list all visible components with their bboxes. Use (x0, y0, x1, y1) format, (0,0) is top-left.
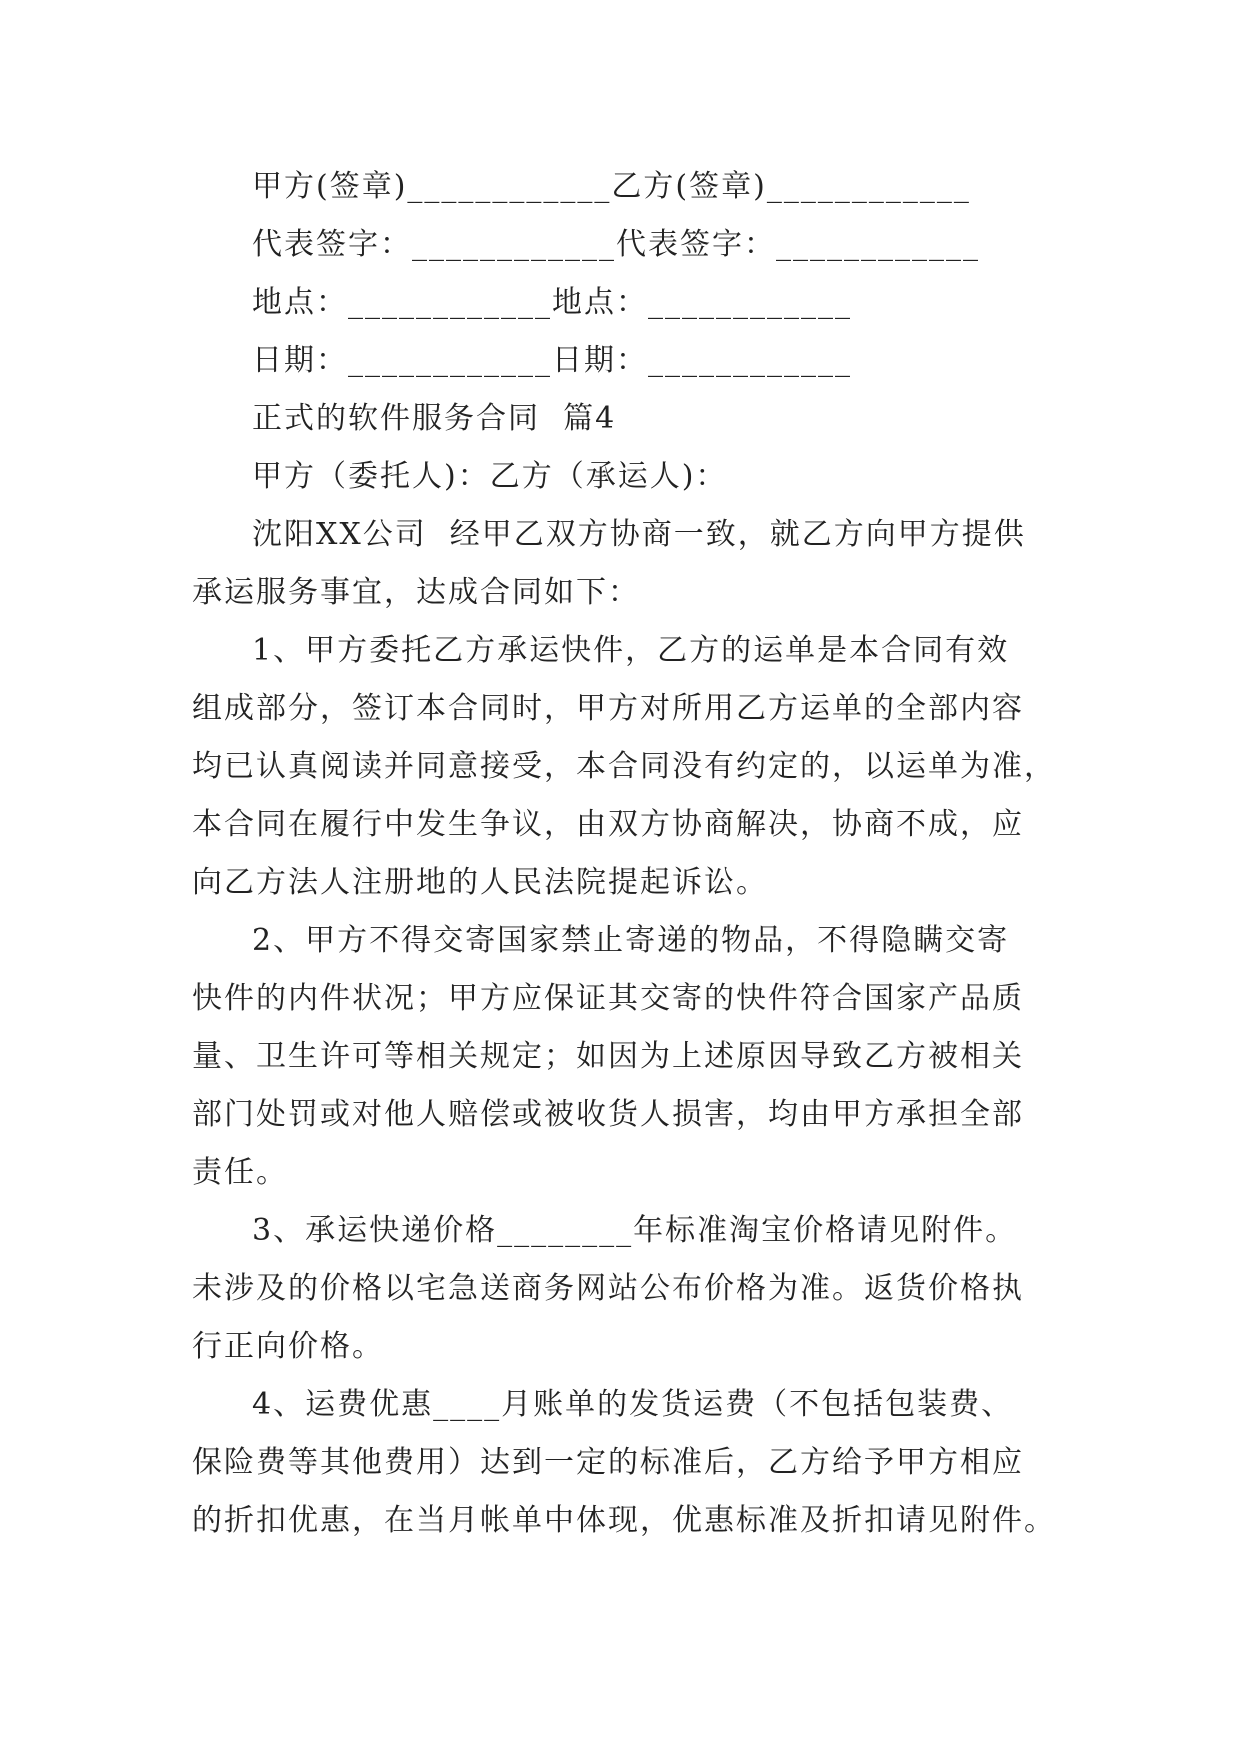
clause-1-paragraph (192, 622, 1056, 912)
paragraph-line: 量、卫生许可等相关规定；如因为上述原因导致乙方被相关 (192, 1039, 1024, 1074)
paragraph-line: 3、承运快递价格________年标准淘宝价格请见附件。 (252, 1213, 1018, 1248)
document-body (192, 158, 1056, 1550)
paragraph-line: 快件的内件状况；甲方应保证其交寄的快件符合国家产品质 (192, 981, 1024, 1016)
signature-line-representative: 代表签字：____________代表签字：____________ (252, 227, 980, 262)
clause-3-paragraph (192, 1202, 1052, 1376)
parties-line: 甲方（委托人)：乙方（承运人)： (252, 459, 728, 494)
clause-2-paragraph (192, 912, 1052, 1202)
paragraph-line: 的折扣优惠，在当月帐单中体现，优惠标准及折扣请见附件。 (192, 1503, 1056, 1538)
paragraph-line: 责任。 (192, 1155, 288, 1190)
clause-4-paragraph (192, 1376, 1056, 1550)
paragraph-line: 未涉及的价格以宅急送商务网站公布价格为准。返货价格执 (192, 1271, 1024, 1306)
paragraph-line: 向乙方法人注册地的人民法院提起诉讼。 (192, 865, 768, 900)
paragraph-line: 4、运费优惠____月账单的发货运费（不包括包装费、 (252, 1387, 1014, 1422)
paragraph-line: 保险费等其他费用）达到一定的标准后，乙方给予甲方相应 (192, 1445, 1024, 1480)
paragraph-line: 组成部分，签订本合同时，甲方对所用乙方运单的全部内容 (192, 691, 1024, 726)
paragraph-line: 均已认真阅读并同意接受，本合同没有约定的，以运单为准， (192, 749, 1056, 784)
intro-paragraph (192, 506, 1052, 622)
paragraph-line: 1、甲方委托乙方承运快件，乙方的运单是本合同有效 (252, 633, 1010, 668)
signature-line-date: 日期：____________日期：____________ (252, 343, 852, 378)
paragraph-line: 部门处罚或对他人赔偿或被收货人损害，均由甲方承担全部 (192, 1097, 1024, 1132)
paragraph-line: 2、甲方不得交寄国家禁止寄递的物品，不得隐瞒交寄 (252, 923, 1010, 958)
section-title: 正式的软件服务合同 篇4 (252, 401, 617, 436)
signature-line-seal: 甲方(签章)____________乙方(签章)____________ (252, 169, 971, 204)
paragraph-line: 行正向价格。 (192, 1329, 384, 1364)
paragraph-line: 承运服务事宜，达成合同如下： (192, 575, 640, 610)
paragraph-line: 沈阳XX公司 经甲乙双方协商一致，就乙方向甲方提供 (252, 517, 1026, 552)
paragraph-line: 本合同在履行中发生争议，由双方协商解决，协商不成，应 (192, 807, 1024, 842)
signature-line-location: 地点：____________地点：____________ (252, 285, 852, 320)
